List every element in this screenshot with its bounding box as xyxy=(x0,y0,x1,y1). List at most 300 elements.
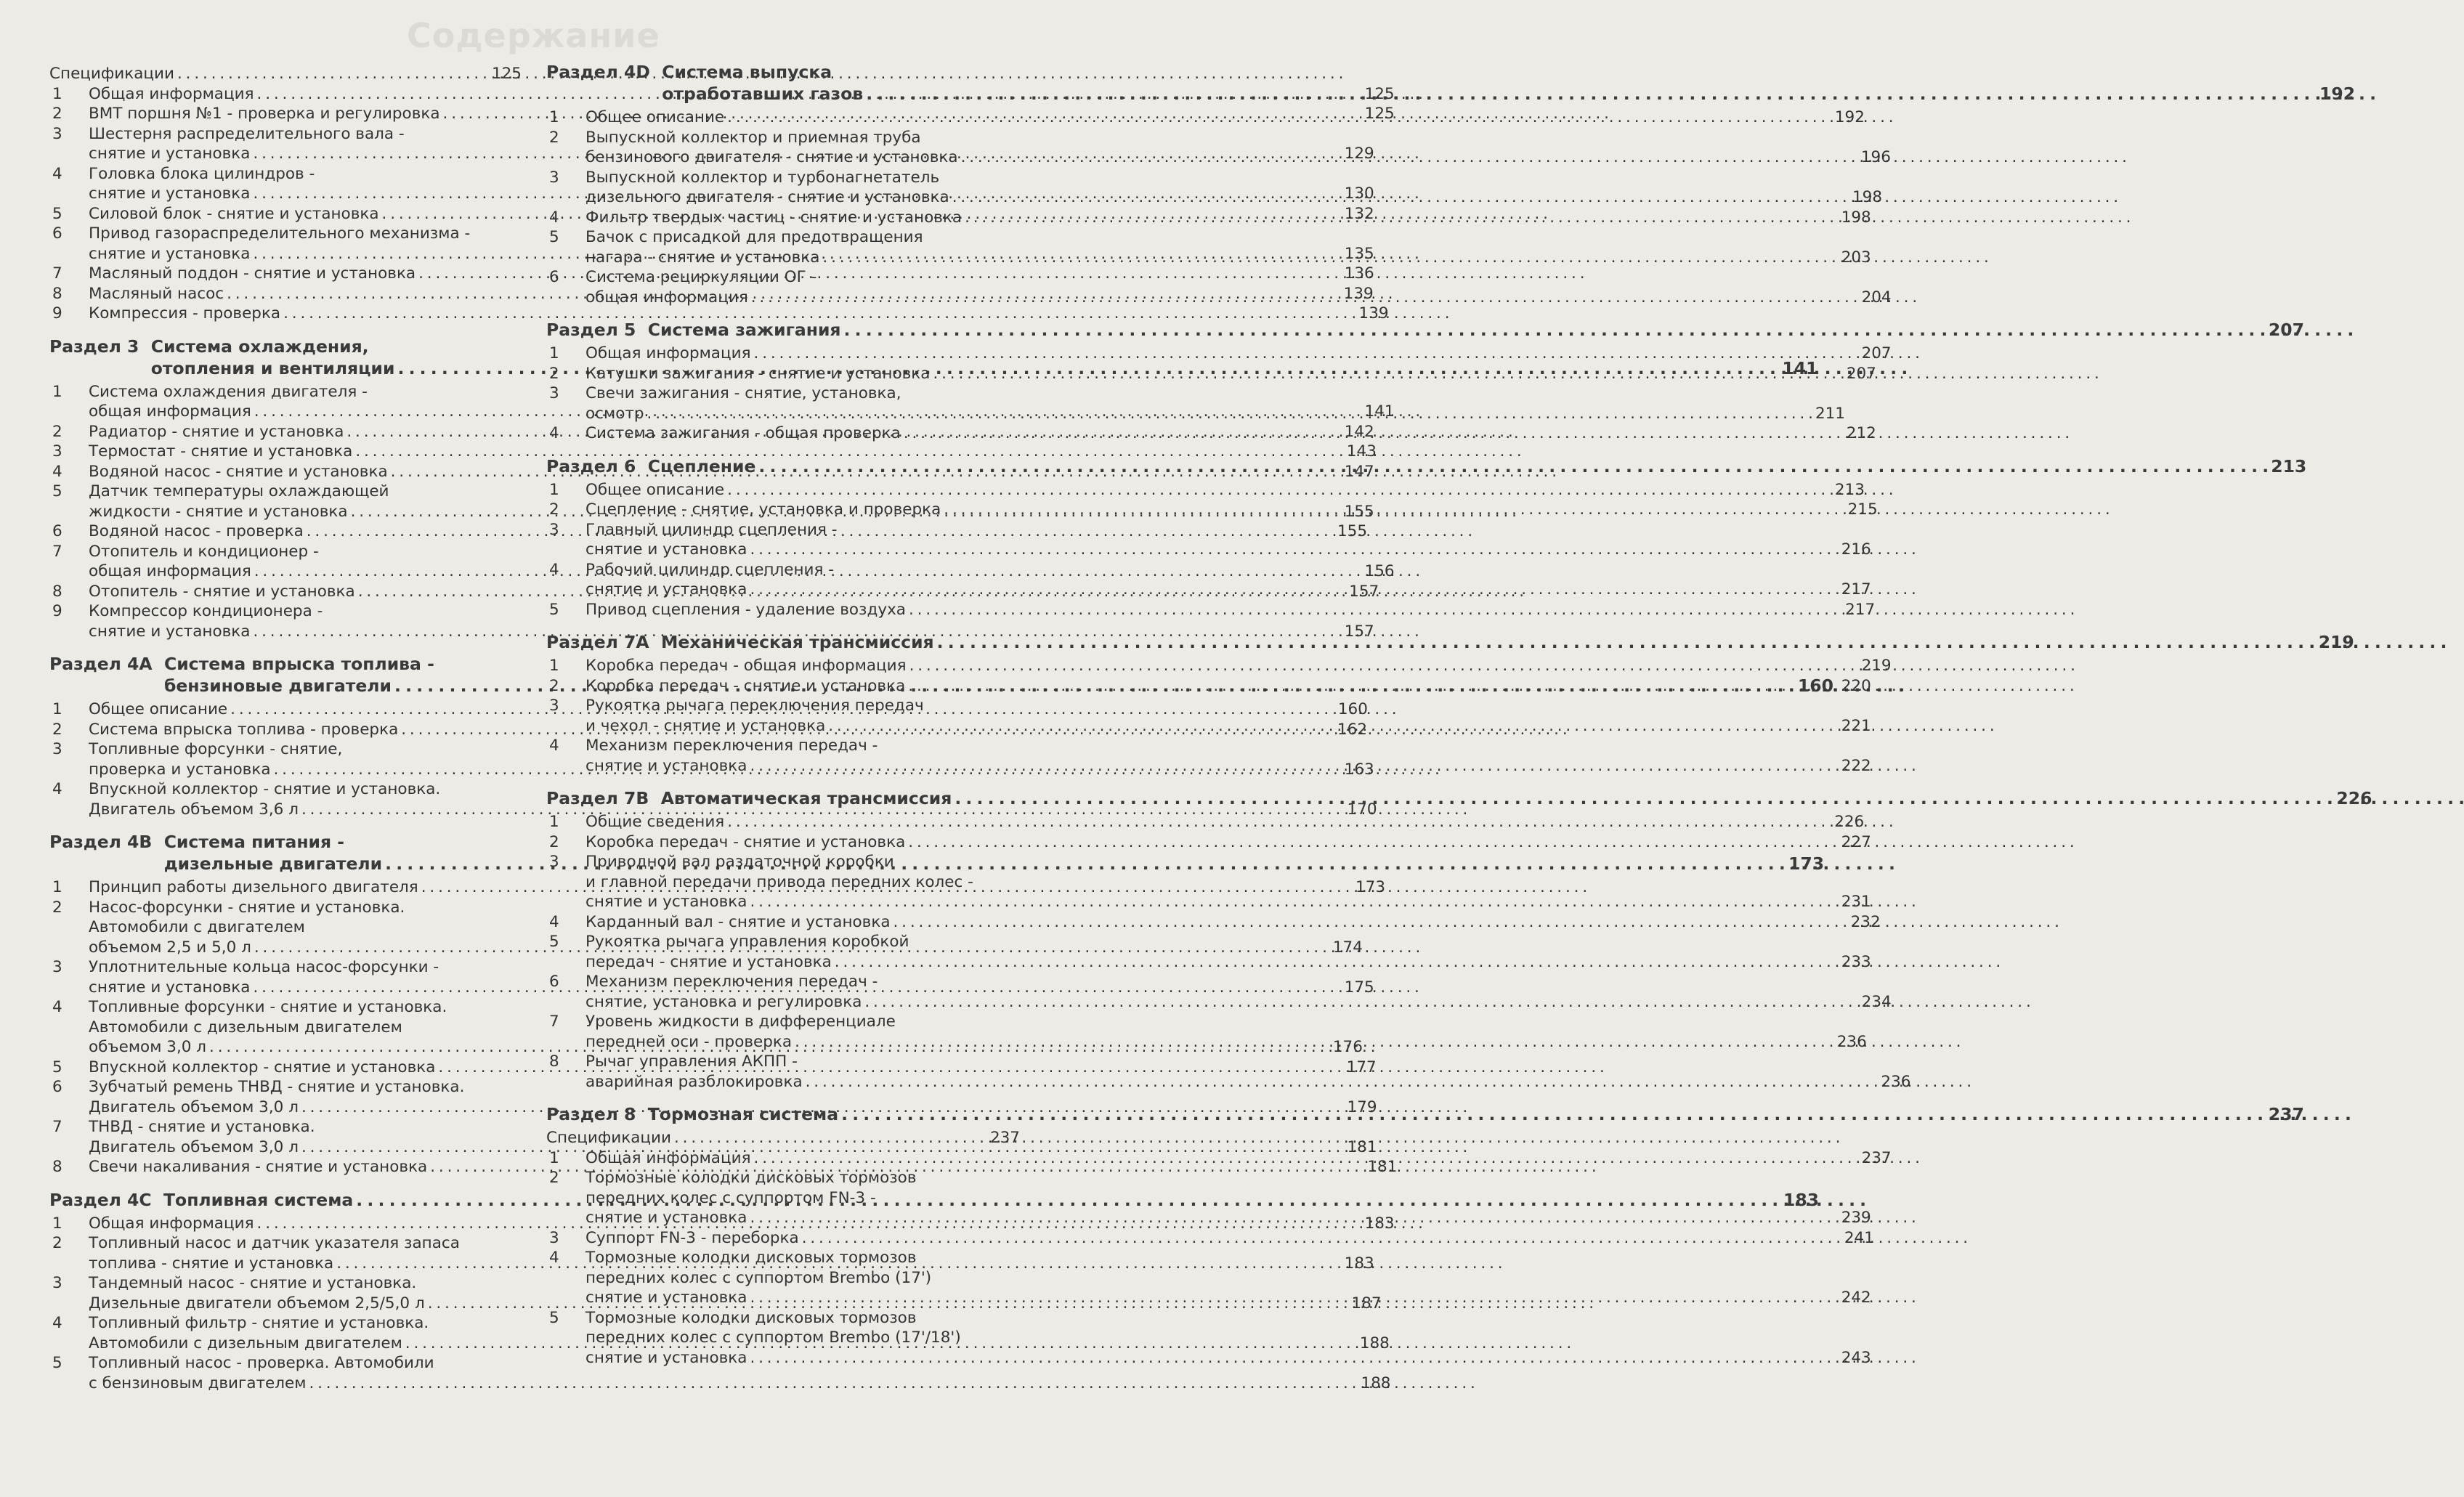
entry-number: 1 xyxy=(52,1214,62,1233)
section-title-line: Система выпуска xyxy=(662,62,832,82)
entry-title-text: Катушки зажигания - снятие и установка xyxy=(585,364,931,383)
entry-number: 6 xyxy=(549,268,559,286)
entry-page-number: 155 xyxy=(1344,502,1374,521)
entry-page-number: 198 xyxy=(1852,188,1883,206)
entry-page-number: 216 xyxy=(1841,540,1871,559)
entry-title-text: снятие и установка xyxy=(89,622,251,641)
specifications-entry[interactable] xyxy=(546,1128,1020,1148)
entry-title xyxy=(585,656,1892,676)
entry-number: 1 xyxy=(549,1148,559,1167)
entry-page-number: 125 xyxy=(1364,84,1395,103)
specifications-entry[interactable] xyxy=(49,64,522,84)
entry-number: 1 xyxy=(52,84,62,103)
entry-title-text: передней оси - проверка xyxy=(585,1032,793,1051)
entry-title-text: и чехол - снятие и установка xyxy=(585,716,826,735)
dot-leader xyxy=(751,288,1859,308)
entry-number: 2 xyxy=(549,500,559,519)
entry-page-number: 162 xyxy=(1337,720,1368,739)
entry-number: 7 xyxy=(52,264,62,283)
section-title xyxy=(661,787,2372,809)
entry-title-line: Автомобили с двигателем xyxy=(89,918,305,936)
entry-title-line: Механизм переключения передач - xyxy=(585,737,878,755)
entry-number: 3 xyxy=(52,442,62,461)
dot-leader xyxy=(806,1072,1879,1092)
entry-page-number: 170 xyxy=(1347,800,1377,819)
entry-title-text: Отопитель - снятие и установка xyxy=(89,582,355,601)
entry-number: 4 xyxy=(549,424,559,442)
entry-title-text: Силовой блок - снятие и установка xyxy=(89,204,379,223)
entry-title xyxy=(585,1052,1910,1092)
toc-entry[interactable] xyxy=(546,656,1892,676)
dot-leader xyxy=(864,992,1858,1013)
entry-title-line xyxy=(585,423,1876,444)
entry-title xyxy=(585,384,1845,423)
entry-page-number: 232 xyxy=(1850,912,1881,931)
entry-title-text: Водяной насос - проверка xyxy=(89,522,304,540)
entry-number: 2 xyxy=(549,364,559,383)
entry-number: 3 xyxy=(549,1228,559,1247)
entry-page-number: 226 xyxy=(1834,813,1865,831)
entry-title xyxy=(585,1228,1874,1249)
entry-title-line: Топливный насос - проверка. Автомобили xyxy=(89,1354,434,1372)
entry-title xyxy=(585,480,1865,500)
entry-number: 3 xyxy=(549,168,559,187)
section-page-number: 219 xyxy=(2318,632,2354,652)
entry-title xyxy=(585,560,1871,600)
dot-leader xyxy=(944,500,1844,520)
dot-leader xyxy=(835,952,1839,973)
entry-title-text: объемом 2,5 и 5,0 л xyxy=(89,938,251,957)
toc-entry[interactable] xyxy=(546,1228,1874,1249)
entry-title-text: Фильтр твердых частиц - снятие и установка xyxy=(585,208,962,227)
entry-title xyxy=(585,852,1871,912)
entry-title-line: Тандемный насос - снятие и установка. xyxy=(89,1274,417,1292)
entry-page-number: 135 xyxy=(1344,244,1374,263)
entry-title xyxy=(585,676,1871,697)
entry-title-line: Топливный насос и датчик указателя запаса xyxy=(89,1234,460,1252)
entry-title xyxy=(585,267,1892,307)
entry-title-line xyxy=(585,952,1871,973)
entry-title-line: Насос-форсунки - снятие и установка. xyxy=(89,898,405,917)
entry-title-line xyxy=(585,248,1871,268)
dot-leader xyxy=(795,1032,1834,1052)
dot-leader xyxy=(727,107,1832,128)
section-code: Раздел 4В xyxy=(49,832,164,852)
entry-title-text: снятие и установка xyxy=(585,580,747,599)
entry-number: 2 xyxy=(549,676,559,695)
section-page-number: 160 xyxy=(1797,676,1833,696)
section-title xyxy=(648,319,2304,341)
dot-leader xyxy=(933,364,1843,384)
entry-title-line xyxy=(585,600,1875,620)
entry-title-line: Датчик температуры охлаждающей xyxy=(89,482,389,500)
entry-page-number: 220 xyxy=(1841,676,1871,695)
entry-title-line: Шестерня распределительного вала - xyxy=(89,124,405,143)
entry-page-number: 222 xyxy=(1841,756,1871,775)
dot-leader xyxy=(909,656,1859,676)
entry-title-text: общая информация xyxy=(89,562,251,580)
entry-title-line xyxy=(585,1032,1867,1052)
section-code: Раздел 8 xyxy=(546,1104,648,1124)
entry-title-line: Тормозные колодки дисковых тормозов xyxy=(585,1169,917,1187)
section-title-text: Система зажигания xyxy=(647,320,841,340)
entry-title xyxy=(585,600,1875,620)
entry-page-number: 196 xyxy=(1860,148,1891,166)
entry-title-line xyxy=(585,364,1876,384)
entry-number: 1 xyxy=(549,813,559,831)
entry-title-text: Система впрыска топлива - проверка xyxy=(89,720,399,739)
entry-title-line: Приводной вал раздаточной коробки xyxy=(585,853,894,871)
entry-page-number: 125 xyxy=(491,65,522,83)
dot-leader xyxy=(727,812,1831,832)
toc-entry[interactable] xyxy=(546,912,1881,933)
section-page-number: 141 xyxy=(1782,357,1818,378)
entry-title-line xyxy=(585,656,1892,676)
dot-leader xyxy=(727,480,1832,500)
dot-leader xyxy=(750,540,1838,560)
dot-leader xyxy=(937,631,2316,653)
entry-title: Спецификации xyxy=(49,65,174,83)
entry-page-number: 139 xyxy=(1343,284,1374,303)
entry-page-number: 211 xyxy=(1815,404,1845,423)
entry-page-number: 155 xyxy=(1337,522,1368,540)
entry-title-text: Общая информация xyxy=(89,84,254,103)
entry-page-number: 147 xyxy=(1344,462,1374,481)
entry-title-text: Автомобили с дизельным двигателем xyxy=(89,1334,402,1352)
dot-leader xyxy=(177,64,489,84)
entry-page-number: 174 xyxy=(1332,938,1363,957)
dot-leader xyxy=(822,248,1838,268)
entry-title xyxy=(585,208,1871,228)
section-title-text: Топливная система xyxy=(163,1189,354,1210)
entry-title xyxy=(585,344,1892,364)
section-title-line xyxy=(662,83,2355,105)
entry-title-line xyxy=(585,208,1871,228)
entry-page-number: 233 xyxy=(1841,952,1871,971)
toc-entry[interactable] xyxy=(49,582,1379,602)
toc-entry[interactable] xyxy=(546,832,1871,853)
entry-page-number: 219 xyxy=(1861,657,1892,675)
entry-page-number: 241 xyxy=(1844,1228,1874,1247)
entry-title-line xyxy=(585,344,1892,364)
entry-title xyxy=(585,812,1864,832)
toc-entry[interactable] xyxy=(49,304,1389,324)
entry-title-text: проверка и установка xyxy=(89,760,271,779)
entry-title-text: Впускной коллектор - снятие и установка xyxy=(89,1058,436,1076)
entry-title-text: топлива - снятие и установка xyxy=(89,1254,334,1273)
toc-entry[interactable] xyxy=(546,344,1892,364)
entry-title-text: снятие и установка xyxy=(89,184,251,203)
dot-leader xyxy=(955,787,2333,809)
entry-title-text: Термостат - снятие и установка xyxy=(89,442,353,461)
entry-title-line: Система охлаждения двигателя - xyxy=(89,382,368,401)
section-code: Раздел 7В xyxy=(546,788,661,808)
entry-title-line xyxy=(585,187,1882,208)
entry-title xyxy=(585,1012,1867,1052)
entry-page-number: 181 xyxy=(1367,1158,1398,1176)
entry-number: 1 xyxy=(549,108,559,126)
entry-title-line xyxy=(585,992,1892,1013)
entry-title-text: Двигатель объемом 3,6 л xyxy=(89,800,299,819)
entry-number: 1 xyxy=(52,878,62,896)
entry-page-number: 198 xyxy=(1841,208,1871,227)
entry-number: 2 xyxy=(549,128,559,147)
entry-title-line: Механизм переключения передач - xyxy=(585,973,878,991)
entry-number: 5 xyxy=(549,933,559,951)
entry-title-text: общая информация xyxy=(89,402,251,421)
dot-leader xyxy=(750,756,1838,776)
entry-number: 4 xyxy=(52,462,62,481)
entry-title-text: Общая информация xyxy=(89,1214,254,1233)
entry-title-text: с бензиновым двигателем xyxy=(89,1374,307,1392)
section-code: Раздел 6 xyxy=(546,455,648,476)
entry-title-text: бензинового двигателя - снятие и установка xyxy=(585,148,958,166)
entry-title-line xyxy=(585,540,1871,560)
entry-title-text: Двигатель объемом 3,0 л xyxy=(89,1137,299,1156)
entry-title-text: Общие сведения xyxy=(585,813,725,831)
entry-title-text: снятие и установка xyxy=(585,893,747,911)
entry-title xyxy=(585,227,1871,267)
entry-title-line: Отопитель и кондиционер - xyxy=(89,542,319,561)
entry-title-line: Головка блока цилиндров - xyxy=(89,164,315,183)
entry-number: 8 xyxy=(549,1052,559,1071)
entry-page-number: 234 xyxy=(1861,992,1892,1011)
section-page-number: 237 xyxy=(2268,1104,2304,1124)
entry-number: 3 xyxy=(549,384,559,402)
dot-leader xyxy=(750,1348,1838,1368)
dot-leader xyxy=(893,912,1848,933)
entry-title-line xyxy=(585,580,1871,600)
section-title-text: Сцепление xyxy=(647,455,756,476)
page-title: Содержание xyxy=(407,16,660,55)
dot-leader xyxy=(866,83,2317,105)
dot-leader xyxy=(844,319,2266,341)
entry-page-number: 179 xyxy=(1347,1098,1377,1116)
entry-title-line xyxy=(585,756,1871,776)
entry-page-number: 207 xyxy=(1861,344,1892,362)
entry-title-line: Топливные форсунки - снятие, xyxy=(89,740,343,758)
entry-page-number: 204 xyxy=(1861,288,1892,307)
entry-title-line: Топливный фильтр - снятие и установка. xyxy=(89,1314,429,1332)
entry-number: 4 xyxy=(52,164,62,183)
entry-page-number: 183 xyxy=(1364,1214,1395,1233)
entry-page-number: 157 xyxy=(1344,622,1374,641)
entry-number: 8 xyxy=(52,284,62,303)
entry-title-line: Рабочий цилиндр сцепления - xyxy=(585,560,835,579)
entry-number: 2 xyxy=(52,422,62,441)
entry-number: 4 xyxy=(52,998,62,1016)
entry-title-line xyxy=(585,107,1865,128)
section-code: Раздел 5 xyxy=(546,320,648,340)
entry-title: Спецификации xyxy=(546,1129,671,1147)
section-code: Раздел 7А xyxy=(546,632,661,652)
entry-title xyxy=(585,364,1876,384)
dot-leader xyxy=(750,892,1838,912)
entry-page-number: 212 xyxy=(1846,424,1876,442)
entry-page-number: 237 xyxy=(1861,1148,1892,1167)
entry-title-line: Автомобили с дизельным двигателем xyxy=(89,1018,402,1036)
entry-title xyxy=(585,832,1871,853)
section-title-line: Система впрыска топлива - xyxy=(163,654,434,674)
entry-page-number: 132 xyxy=(1344,204,1374,223)
entry-title-line: ТНВД - снятие и установка. xyxy=(89,1118,315,1136)
toc-entry[interactable] xyxy=(546,812,1865,832)
entry-title-line: Рукоятка рычага управления коробкой xyxy=(585,933,909,951)
section-title-text: Механическая трансмиссия xyxy=(660,632,934,652)
entry-title-text: Радиатор - снятие и установка xyxy=(89,422,344,441)
entry-number: 5 xyxy=(549,228,559,246)
entry-title xyxy=(585,1168,1871,1228)
entry-title-line: Система рециркуляции ОГ - xyxy=(585,268,817,286)
dot-leader xyxy=(750,1288,1838,1308)
entry-number: 9 xyxy=(52,304,62,322)
entry-title xyxy=(585,423,1876,444)
entry-number: 5 xyxy=(52,204,62,223)
entry-title-line: Уплотнительные кольца насос-форсунки - xyxy=(89,958,439,976)
entry-number: 1 xyxy=(52,700,62,718)
entry-title-text: снятие и установка xyxy=(585,1209,747,1227)
entry-title-text: Общая информация xyxy=(585,1148,751,1167)
entry-title-text: снятие и установка xyxy=(89,978,251,997)
entry-number: 4 xyxy=(549,208,559,227)
dot-leader xyxy=(758,455,2268,477)
entry-page-number: 183 xyxy=(1344,1254,1374,1273)
toc-entry[interactable] xyxy=(49,442,1377,462)
dot-leader xyxy=(965,208,1839,228)
section-code: Раздел 3 xyxy=(49,336,151,357)
entry-number: 7 xyxy=(52,1118,62,1136)
entry-number: 3 xyxy=(52,740,62,758)
section-code: Раздел 4А xyxy=(49,654,164,674)
section-title xyxy=(648,455,2307,477)
entry-title-text: Принцип работы дизельного двигателя xyxy=(89,878,418,896)
entry-number: 6 xyxy=(52,224,62,243)
entry-number: 8 xyxy=(52,582,62,601)
entry-page-number: 136 xyxy=(1344,264,1374,283)
dot-leader xyxy=(952,187,1849,208)
entry-page-number: 236 xyxy=(1836,1032,1867,1051)
section-heading[interactable] xyxy=(546,319,2304,341)
entry-number: 1 xyxy=(549,480,559,499)
dot-leader xyxy=(674,1128,987,1148)
entry-number: 6 xyxy=(52,522,62,540)
entry-title xyxy=(585,520,1871,560)
entry-title-line: передних колес с суппортом Brembo (17') xyxy=(585,1268,932,1287)
entry-page-number: 188 xyxy=(1361,1374,1391,1392)
entry-title-line xyxy=(585,404,1845,424)
entry-title xyxy=(585,500,1878,520)
entry-page-number: 213 xyxy=(1834,480,1865,499)
entry-title-line xyxy=(585,1348,1871,1368)
toc-entry[interactable] xyxy=(546,600,1876,620)
entry-page-number: 217 xyxy=(1841,580,1871,599)
entry-page-number: 239 xyxy=(1841,1209,1871,1227)
section-heading[interactable] xyxy=(546,787,2372,809)
entry-title-text: дизельного двигателя - снятие и установка xyxy=(585,188,949,206)
entry-title-text: Суппорт FN-3 - переборка xyxy=(585,1228,799,1247)
entry-title-line xyxy=(585,832,1871,853)
entry-number: 2 xyxy=(52,898,62,917)
entry-title-line: передних колес с суппортом Brembo (17'/18') xyxy=(585,1328,961,1347)
entry-title xyxy=(585,1248,1871,1308)
entry-page-number: 129 xyxy=(1344,145,1374,163)
section-code: Раздел 4С xyxy=(49,1189,164,1210)
section-title-line-text: бензиновые двигатели xyxy=(163,676,392,696)
toc-entry[interactable] xyxy=(546,480,1865,500)
entry-title xyxy=(585,972,1892,1012)
entry-number: 4 xyxy=(52,780,62,798)
entry-page-number: 231 xyxy=(1841,893,1871,911)
entry-title-text: Общее описание xyxy=(89,700,228,718)
entry-page-number: 203 xyxy=(1841,248,1871,267)
entry-page-number: 221 xyxy=(1841,716,1871,735)
entry-title-text: Коробка передач - снятие и установка xyxy=(585,676,906,695)
entry-title-line xyxy=(585,147,1891,168)
section-page-number: 192 xyxy=(2319,84,2356,104)
entry-number: 3 xyxy=(549,853,559,871)
entry-page-number: 236 xyxy=(1881,1072,1911,1091)
entry-number: 1 xyxy=(549,657,559,675)
entry-number: 3 xyxy=(52,124,62,143)
entry-title-text: общая информация xyxy=(585,288,748,307)
entry-title-text: снятие и установка xyxy=(585,1289,747,1307)
entry-title-line xyxy=(585,676,1871,697)
entry-title-line: и главной передачи привода передних колес - xyxy=(585,872,973,891)
entry-page-number: 192 xyxy=(1834,108,1865,126)
entry-title-line: Привод газораспределительного механизма - xyxy=(89,224,471,243)
entry-title-text: Система зажигания - общая проверка xyxy=(585,424,901,442)
section-page-number: 213 xyxy=(2271,455,2307,476)
entry-page-number: 160 xyxy=(1337,700,1368,718)
entry-title-line: Зубчатый ремень ТНВД - снятие и установка. xyxy=(89,1078,465,1096)
entry-number: 3 xyxy=(52,1274,62,1292)
entry-page-number: 157 xyxy=(1349,582,1379,601)
entry-title-text: нагара - снятие и установка xyxy=(585,248,820,267)
section-page-number: 173 xyxy=(1788,853,1825,874)
entry-title-line xyxy=(585,288,1892,308)
entry-title-text: Сцепление - снятие, установка и проверка xyxy=(585,500,941,519)
entry-page-number: 227 xyxy=(1841,832,1871,851)
entry-number: 1 xyxy=(549,344,559,362)
dot-leader xyxy=(647,404,1812,424)
entry-title-line: Уровень жидкости в дифференциале xyxy=(585,1013,896,1031)
dot-leader xyxy=(750,580,1838,600)
entry-title-text: снятие и установка xyxy=(89,244,251,263)
dot-leader xyxy=(802,1228,1841,1249)
entry-page-number: 141 xyxy=(1364,402,1395,421)
entry-number: 2 xyxy=(52,105,62,123)
entry-number: 7 xyxy=(549,1013,559,1031)
entry-title-line: Впускной коллектор - снятие и установка. xyxy=(89,780,441,798)
entry-page-number: 181 xyxy=(1347,1137,1377,1156)
entry-title xyxy=(585,696,1871,736)
entry-title-text: снятие и установка xyxy=(89,145,251,163)
entry-title xyxy=(585,1148,1892,1169)
entry-number: 2 xyxy=(549,1169,559,1187)
entry-number: 1 xyxy=(52,382,62,401)
entry-number: 6 xyxy=(549,973,559,991)
entry-number: 4 xyxy=(549,737,559,755)
dot-leader xyxy=(828,716,1838,737)
entry-page-number: 242 xyxy=(1841,1289,1871,1307)
entry-number: 2 xyxy=(52,1234,62,1252)
section-title xyxy=(662,61,2355,105)
entry-page-number: 176 xyxy=(1332,1038,1363,1056)
entry-page-number: 237 xyxy=(989,1129,1020,1147)
dot-leader xyxy=(908,676,1838,697)
entry-page-number: 217 xyxy=(1845,600,1876,619)
section-title-line: Система питания - xyxy=(163,832,345,852)
